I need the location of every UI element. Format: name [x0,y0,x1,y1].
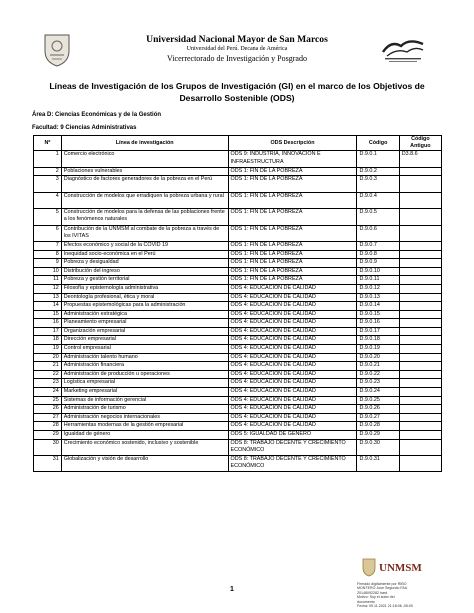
row-codigo-antiguo [399,405,441,414]
row-codigo-antiguo [399,327,441,336]
row-codigo: D.9.0.27 [357,413,399,422]
row-linea: Igualdad de género [61,431,228,440]
table-row [34,413,442,422]
table-row [34,439,442,455]
table-row [34,267,442,276]
table-row [34,405,442,414]
row-linea: Administración estratégica [61,310,228,319]
row-ods: ODS 1: FIN DE LA POBREZA [228,192,357,208]
row-codigo: D.9.0.29 [357,431,399,440]
row-codigo-antiguo [399,422,441,431]
table-row [34,388,442,397]
row-codigo: D.9.0.21 [357,362,399,371]
row-codigo-antiguo [399,439,441,455]
row-linea: Pobreza y gestión territorial [61,276,228,285]
table-row [34,276,442,285]
row-number: 28 [34,422,62,431]
row-codigo-antiguo [399,176,441,192]
row-number: 10 [34,267,62,276]
row-ods: ODS 1: FIN DE LA POBREZA [228,225,357,241]
table-row [34,241,442,250]
row-ods: ODS 1: FIN DE LA POBREZA [228,176,357,192]
row-codigo: D.9.0.25 [357,396,399,405]
row-number: 24 [34,388,62,397]
page-number: 1 [230,586,234,593]
row-codigo-antiguo [399,302,441,311]
row-number: 29 [34,431,62,440]
row-ods: ODS 4: EDUCACIÓN DE CALIDAD [228,319,357,328]
row-linea: Distribución del ingreso [61,267,228,276]
row-linea: Construcción de modelos que erradiquen la pobreza urbana y rural [61,192,228,208]
row-number: 18 [34,336,62,345]
table-row [34,431,442,440]
row-codigo: D.9.0.14 [357,302,399,311]
row-codigo-antiguo [399,431,441,440]
row-ods: ODS 9: INDUSTRIA, INNOVACIÓN E INFRAESTRUCTURA [228,151,357,167]
row-codigo-antiguo [399,362,441,371]
row-codigo: D.9.0.30 [357,439,399,455]
row-ods: ODS 4: EDUCACIÓN DE CALIDAD [228,336,357,345]
row-ods: ODS 4: EDUCACIÓN DE CALIDAD [228,310,357,319]
row-codigo-antiguo [399,370,441,379]
row-number: 15 [34,310,62,319]
row-codigo-antiguo [399,353,441,362]
research-lines-table [33,135,442,472]
row-number: 30 [34,439,62,455]
row-number: 1 [34,151,62,167]
row-number: 31 [34,456,62,472]
row-linea: Administración talento humano [61,353,228,362]
table-row [34,310,442,319]
row-ods: ODS 4: EDUCACIÓN DE CALIDAD [228,413,357,422]
row-number: 17 [34,327,62,336]
row-codigo: D.9.0.2 [357,167,399,176]
row-ods: ODS 4: EDUCACIÓN DE CALIDAD [228,302,357,311]
row-codigo: D.9.0.10 [357,267,399,276]
table-row [34,370,442,379]
row-codigo-antiguo [399,379,441,388]
row-ods: ODS 1: FIN DE LA POBREZA [228,250,357,259]
row-number: 5 [34,209,62,225]
row-linea: Sistemas de información gerencial [61,396,228,405]
row-ods: ODS 4: EDUCACIÓN DE CALIDAD [228,370,357,379]
row-codigo: D.9.0.31 [357,456,399,472]
signature-line: MONTERO Jose Segundo FAU [357,586,408,591]
row-codigo: D.9.0.26 [357,405,399,414]
row-number: 8 [34,250,62,259]
table-row [34,302,442,311]
table-row [34,345,442,354]
row-codigo: D.9.0.1 [357,151,399,167]
row-ods: ODS 1: FIN DE LA POBREZA [228,259,357,268]
row-codigo-antiguo [399,250,441,259]
row-number: 2 [34,167,62,176]
signature-line: Firmado digitalmente por RIBO [357,582,407,586]
signature-logo-text: UNMSM [379,562,422,574]
table-row [34,225,442,241]
row-linea: Globalización y visión de desarrollo [61,456,228,472]
row-number: 16 [34,319,62,328]
row-ods: ODS 4: EDUCACIÓN DE CALIDAD [228,345,357,354]
row-linea: Control empresarial [61,345,228,354]
row-number: 6 [34,225,62,241]
signature-line: 20148092282 hard [357,590,388,595]
vrip-logo-icon [379,36,427,64]
row-codigo-antiguo [399,167,441,176]
row-codigo-antiguo [399,310,441,319]
vicerrectorado-name: Vicerrectorado de Investigación y Posgrado [167,54,307,63]
row-codigo: D.9.0.13 [357,293,399,302]
row-codigo: D.9.0.3 [357,176,399,192]
row-linea: Poblaciones vulnerables [61,167,228,176]
row-ods: ODS 4: EDUCACIÓN DE CALIDAD [228,353,357,362]
table-row [34,379,442,388]
row-ods: ODS 8: TRABAJO DECENTE Y CRECIMIENTO ECONÓMICO [228,439,357,455]
row-number: 22 [34,370,62,379]
row-codigo: D.9.0.6 [357,225,399,241]
table-row [34,192,442,208]
table-row [34,456,442,472]
row-number: 26 [34,405,62,414]
row-number: 11 [34,276,62,285]
row-number: 9 [34,259,62,268]
table-row [34,327,442,336]
row-number: 19 [34,345,62,354]
header-codigo-antiguo: Código Antiguo [399,136,441,151]
row-linea: Administración negocios internacionales [61,413,228,422]
row-ods: ODS 5: IGUALDAD DE GÉNERO [228,431,357,440]
facultad-label: Facultad: 9 Ciencias Administrativas [32,125,137,131]
row-codigo-antiguo: D3.8.6 [399,151,441,167]
row-linea: Contribución de la UNMSM al combate de la pobreza a través de los IVITAS [61,225,228,241]
row-ods: ODS 4: EDUCACIÓN DE CALIDAD [228,388,357,397]
row-linea: Efectos económico y social de la COVID 19 [61,241,228,250]
row-codigo-antiguo [399,388,441,397]
row-ods: ODS 4: EDUCACIÓN DE CALIDAD [228,396,357,405]
header-number: Nº [34,136,62,151]
row-linea: Organización empresarial [61,327,228,336]
row-linea: Crecimiento económico sostenido, inclusivo y sostenible [61,439,228,455]
table-row [34,209,442,225]
row-codigo: D.9.0.11 [357,276,399,285]
signature-line: Fecha: 09.11.2021 21:18:06 -05:00 [357,604,413,609]
signature-line: documento [357,599,375,604]
row-codigo: D.9.0.19 [357,345,399,354]
table-row [34,422,442,431]
row-codigo-antiguo [399,345,441,354]
row-codigo: D.9.0.15 [357,310,399,319]
row-codigo-antiguo [399,319,441,328]
row-ods: ODS 4: EDUCACIÓN DE CALIDAD [228,405,357,414]
row-codigo-antiguo [399,259,441,268]
row-number: 27 [34,413,62,422]
row-codigo: D.9.0.5 [357,209,399,225]
document-title: Líneas de Investigación de los Grupos de Investigación (GI) en el marco de los Objetivos de Desarrollo Sostenible (ODS) [49,81,425,103]
table-row [34,259,442,268]
row-ods: ODS 4: EDUCACIÓN DE CALIDAD [228,327,357,336]
row-ods: ODS 4: EDUCACIÓN DE CALIDAD [228,422,357,431]
row-codigo: D.9.0.22 [357,370,399,379]
row-linea: Diagnóstico de factores generadores de la pobreza en el Perú [61,176,228,192]
institution-name: Universidad Nacional Mayor de San Marcos [146,34,328,45]
table-row [34,319,442,328]
table-row [34,396,442,405]
row-codigo: D.9.0.23 [357,379,399,388]
digital-signature [357,556,447,608]
row-codigo-antiguo [399,225,441,241]
row-codigo-antiguo [399,456,441,472]
row-number: 25 [34,396,62,405]
row-linea: Administración de producción u operaciones [61,370,228,379]
row-codigo-antiguo [399,267,441,276]
row-codigo: D.9.0.20 [357,353,399,362]
row-ods: ODS 1: FIN DE LA POBREZA [228,267,357,276]
header-codigo: Código [357,136,399,151]
row-number: 14 [34,302,62,311]
row-ods: ODS 4: EDUCACIÓN DE CALIDAD [228,293,357,302]
row-codigo: D.9.0.4 [357,192,399,208]
document-header [0,30,474,70]
table-row [34,293,442,302]
row-codigo: D.9.0.9 [357,259,399,268]
row-linea: Administración de turismo [61,405,228,414]
row-ods: ODS 4: EDUCACIÓN DE CALIDAD [228,362,357,371]
table-row [34,176,442,192]
row-codigo: D.9.0.16 [357,319,399,328]
row-ods: ODS 1: FIN DE LA POBREZA [228,241,357,250]
area-label: Área D: Ciencias Económicas y de la Gestión [32,112,162,118]
row-codigo: D.9.0.12 [357,284,399,293]
row-codigo-antiguo [399,413,441,422]
row-ods: ODS 4: EDUCACIÓN DE CALIDAD [228,379,357,388]
row-codigo: D.9.0.24 [357,388,399,397]
signature-text [357,582,445,608]
row-codigo: D.9.0.28 [357,422,399,431]
signature-line: Motivo: Soy el autor del [357,595,395,600]
institution-subtitle: Universidad del Perú. Decana de América [186,46,288,52]
row-ods: ODS 1: FIN DE LA POBREZA [228,276,357,285]
row-ods: ODS 4: EDUCACIÓN DE CALIDAD [228,284,357,293]
header-ods: ODS Descripción [228,136,357,151]
row-linea: Herramientas modernas de la gestión empresarial [61,422,228,431]
row-codigo-antiguo [399,192,441,208]
table-row [34,362,442,371]
row-linea: Dirección empresarial [61,336,228,345]
row-codigo-antiguo [399,284,441,293]
row-linea: Inequidad socio-económica en el Perú [61,250,228,259]
row-codigo: D.9.0.8 [357,250,399,259]
row-codigo-antiguo [399,336,441,345]
table-row [34,167,442,176]
table-body [34,151,442,472]
row-ods: ODS 1: FIN DE LA POBREZA [228,167,357,176]
row-codigo: D.9.0.7 [357,241,399,250]
row-number: 7 [34,241,62,250]
row-linea: Administración financiera [61,362,228,371]
row-number: 3 [34,176,62,192]
row-number: 13 [34,293,62,302]
table-row [34,250,442,259]
row-codigo: D.9.0.18 [357,336,399,345]
row-linea: Comercio electrónico [61,151,228,167]
row-number: 20 [34,353,62,362]
row-linea: Pobreza y desigualdad [61,259,228,268]
row-ods: ODS 8: TRABAJO DECENTE Y CRECIMIENTO ECONÓMICO [228,456,357,472]
row-codigo-antiguo [399,293,441,302]
row-codigo-antiguo [399,396,441,405]
table-header-row [34,136,442,151]
table-row [34,336,442,345]
row-ods: ODS 1: FIN DE LA POBREZA [228,209,357,225]
table-row [34,353,442,362]
unmsm-signature-logo [359,556,439,578]
row-linea: Planeamiento empresarial [61,319,228,328]
row-linea: Deontología profesional, ética y moral [61,293,228,302]
row-linea: Logística empresarial [61,379,228,388]
row-codigo-antiguo [399,209,441,225]
row-codigo-antiguo [399,241,441,250]
row-number: 4 [34,192,62,208]
table-row [34,284,442,293]
row-linea: Construcción de modelos para la defensa de las poblaciones frente a los fenómenos naturales [61,209,228,225]
row-linea: Propuestas epistemológicas para la administración [61,302,228,311]
row-codigo-antiguo [399,276,441,285]
row-number: 23 [34,379,62,388]
row-number: 21 [34,362,62,371]
row-linea: Marketing empresarial [61,388,228,397]
row-linea: Filosofía y epistemología administrativa [61,284,228,293]
header-linea: Línea de investigación [61,136,228,151]
table-row [34,151,442,167]
row-number: 12 [34,284,62,293]
row-codigo: D.9.0.17 [357,327,399,336]
